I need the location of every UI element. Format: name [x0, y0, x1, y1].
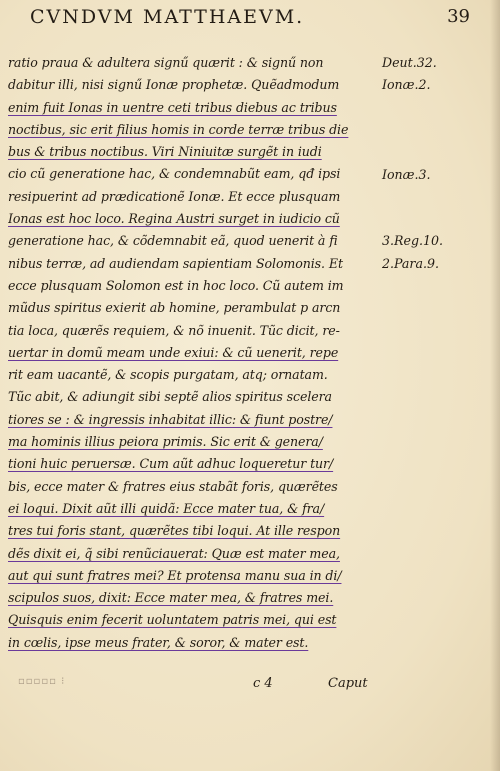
- margin-note: Deut.32.: [382, 55, 437, 70]
- text-line: dẽs dixit ei, q̃ sibi renũciauerat: Quæ est mater mea,: [8, 545, 340, 561]
- text-line: cio cũ generatione hac, & condemnabũt eam, qđ ipsi: [8, 166, 341, 182]
- signature-mark: c 4: [253, 676, 273, 691]
- text-line: rit eam uacantẽ, & scopis purgatam, atq; ornatam.: [8, 367, 328, 383]
- text-line: bis, ecce mater & fratres eius stabãt foris, quærẽtes: [8, 478, 338, 494]
- running-head: [30, 6, 470, 28]
- text-line: generatione hac, & cõdemnabit eã, quod uenerit à fi: [8, 233, 338, 249]
- text-line: ecce plusquam Solomon est in hoc loco. Cũ autem im: [8, 277, 344, 293]
- text-line: Quisquis enim fecerit uoluntatem patris mei, qui est: [8, 612, 337, 628]
- running-head-title: CVNDVM MATTHAEVM.: [30, 6, 305, 28]
- text-line: tioni huic peruersæ. Cum aũt adhuc loqueretur tur/: [8, 456, 334, 472]
- text-line: scipulos suos, dixit: Ecce mater mea, & fratres mei.: [8, 590, 334, 606]
- catchword: Caput: [328, 676, 368, 691]
- page-number: 39: [447, 6, 470, 27]
- text-line: tres tui foris stant, quærẽtes tibi loqui. At ille respon: [8, 523, 341, 539]
- text-line: mũdus spiritus exierit ab homine, perambulat p arcn: [8, 300, 341, 316]
- text-line: ratio praua & adultera signű quærit : & signű non: [8, 55, 324, 70]
- margin-note: 2.Para.9.: [382, 255, 439, 271]
- margin-note: Ionæ.3.: [382, 166, 431, 182]
- main-text-block: [8, 52, 380, 654]
- text-line: ma hominis illius peiora primis. Sic erit & genera/: [8, 434, 323, 450]
- text-line: enim fuit Ionas in uentre ceti tribus diebus ac tribus: [8, 99, 337, 115]
- page-edge-shadow: [490, 0, 500, 771]
- margin-note: Ionæ.2.: [382, 77, 431, 93]
- text-line: Tũc abit, & adiungit sibi septẽ alios spiritus scelera: [8, 389, 332, 405]
- text-line: bus & tribus noctibus. Viri Niniuitæ surgẽt in iudi: [8, 144, 322, 160]
- text-line: tiores se : & ingressis inhabitat illic: & fiunt postre/: [8, 411, 333, 427]
- text-line: resipuerint ad prædicationẽ Ionæ. Et ecce plusquam: [8, 188, 341, 204]
- library-stamp-mark: ▫▫▫▫▫ ⁝: [18, 676, 66, 687]
- text-line: nibus terræ, ad audiendam sapientiam Solomonis. Et: [8, 255, 343, 271]
- text-line: dabitur illi, nisi signű Ionæ prophetæ. Quẽadmodum: [8, 77, 340, 93]
- text-line: Ionas est hoc loco. Regina Austri surget in iudicio cũ: [8, 211, 340, 227]
- text-line: aut qui sunt fratres mei? Et protensa manu sua in di/: [8, 567, 342, 583]
- text-line: uertar in domũ meam unde exiui: & cũ uenerit, repe: [8, 344, 339, 360]
- text-line: in cœlis, ipse meus frater, & soror, & mater est.: [8, 634, 309, 650]
- text-line: ei loqui. Dixit aũt illi quidã: Ecce mater tua, & fra/: [8, 500, 325, 516]
- text-line: tia loca, quærẽs requiem, & nõ inuenit. Tũc dicit, re-: [8, 322, 340, 338]
- margin-note: 3.Reg.10.: [382, 233, 444, 249]
- text-line: noctibus, sic erit filius homis in corde terræ tribus die: [8, 121, 349, 137]
